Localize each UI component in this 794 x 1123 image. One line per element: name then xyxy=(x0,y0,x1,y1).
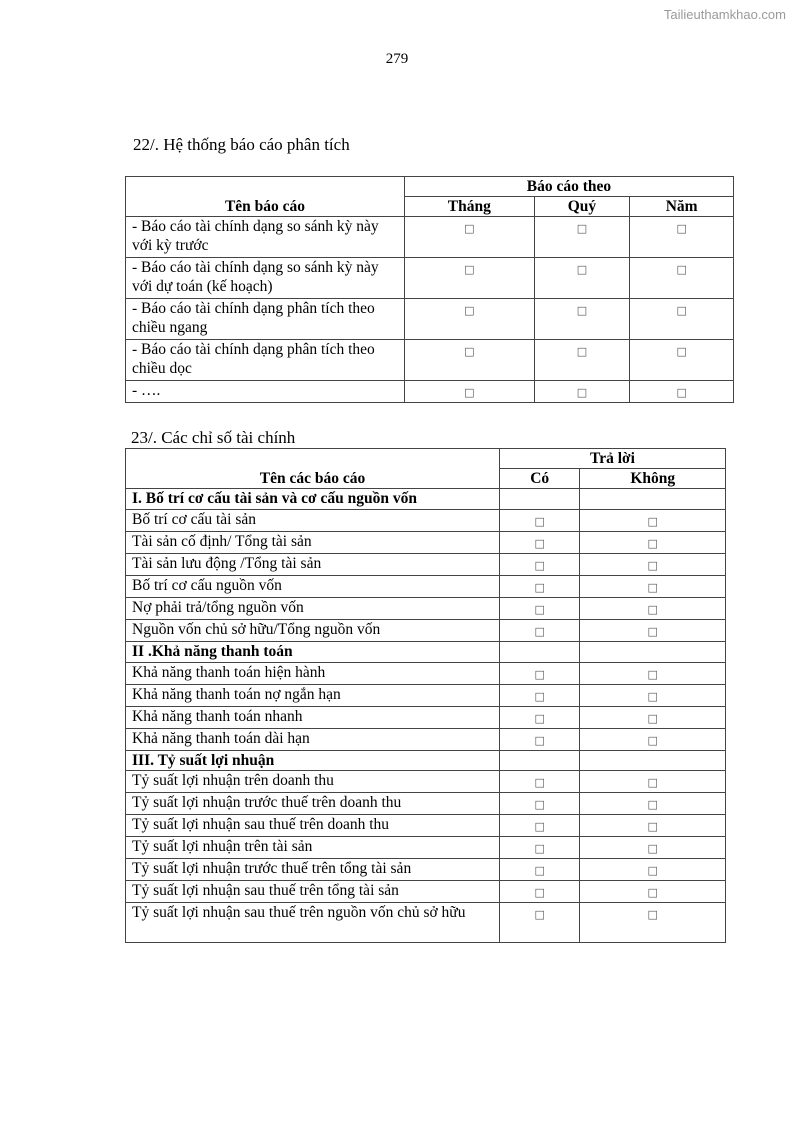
table-row xyxy=(126,837,726,859)
checkbox-yes[interactable]: □ xyxy=(500,597,580,619)
checkbox-no[interactable]: □ xyxy=(580,728,726,750)
checkbox-no[interactable]: □ xyxy=(580,793,726,815)
table-row xyxy=(126,597,726,619)
ratio-name-cell: Khả năng thanh toán nhanh xyxy=(126,706,500,728)
ratio-name-cell: Tài sản cố định/ Tổng tài sản xyxy=(126,531,500,553)
checkbox-yes[interactable]: □ xyxy=(500,881,580,903)
financial-ratios-table-body xyxy=(126,489,726,943)
report-name-cell: - Báo cáo tài chính dạng phân tích theo chiều dọc xyxy=(126,340,405,381)
checkbox-yes[interactable]: □ xyxy=(500,771,580,793)
table-row xyxy=(126,531,726,553)
table-row xyxy=(126,575,726,597)
report-period-group-header: Báo cáo theo xyxy=(405,177,734,197)
ratio-name-cell: Bố trí cơ cấu nguồn vốn xyxy=(126,575,500,597)
empty-cell xyxy=(580,750,726,771)
checkbox-no[interactable]: □ xyxy=(580,881,726,903)
checkbox-no[interactable]: □ xyxy=(580,509,726,531)
ratio-name-cell: Nợ phải trả/tổng nguồn vốn xyxy=(126,597,500,619)
group-row xyxy=(126,750,726,771)
table-row xyxy=(126,815,726,837)
ratio-name-cell: Tài sản lưu động /Tổng tài sản xyxy=(126,553,500,575)
report-system-table-body xyxy=(126,217,734,403)
checkbox-no[interactable]: □ xyxy=(580,837,726,859)
group-heading-cell: III. Tỷ suất lợi nhuận xyxy=(126,750,500,771)
ratio-name-cell: Tỷ suất lợi nhuận trước thuế trên tổng tài sản xyxy=(126,859,500,881)
ratio-name-cell: Nguồn vốn chủ sở hữu/Tổng nguồn vốn xyxy=(126,619,500,641)
checkbox-month[interactable]: □ xyxy=(405,381,535,403)
quarter-column-header: Quý xyxy=(534,197,630,217)
checkbox-no[interactable]: □ xyxy=(580,553,726,575)
checkbox-no[interactable]: □ xyxy=(580,619,726,641)
ratio-name-cell: Tỷ suất lợi nhuận trước thuế trên doanh thu xyxy=(126,793,500,815)
answer-group-header: Trả lời xyxy=(500,449,726,469)
checkbox-no[interactable]: □ xyxy=(580,684,726,706)
empty-cell xyxy=(580,489,726,510)
month-column-header: Tháng xyxy=(405,197,535,217)
ratio-name-cell: Bố trí cơ cấu tài sản xyxy=(126,509,500,531)
checkbox-yes[interactable]: □ xyxy=(500,728,580,750)
table-row xyxy=(126,771,726,793)
checkbox-year[interactable]: □ xyxy=(630,340,734,381)
checkbox-yes[interactable]: □ xyxy=(500,575,580,597)
report-name-cell: - Báo cáo tài chính dạng so sánh kỳ này với kỳ trước xyxy=(126,217,405,258)
checkbox-yes[interactable]: □ xyxy=(500,859,580,881)
report-name-header: Tên báo cáo xyxy=(126,177,405,217)
group-row xyxy=(126,641,726,662)
checkbox-month[interactable]: □ xyxy=(405,299,535,340)
checkbox-no[interactable]: □ xyxy=(580,815,726,837)
checkbox-yes[interactable]: □ xyxy=(500,903,580,943)
report-name-cell: - Báo cáo tài chính dạng phân tích theo chiều ngang xyxy=(126,299,405,340)
checkbox-yes[interactable]: □ xyxy=(500,815,580,837)
report-system-table xyxy=(125,176,734,403)
ratio-name-cell: Tỷ suất lợi nhuận sau thuế trên tổng tài sản xyxy=(126,881,500,903)
table-row xyxy=(126,619,726,641)
financial-ratios-table xyxy=(125,448,726,943)
group-heading-cell: II .Khả năng thanh toán xyxy=(126,641,500,662)
checkbox-yes[interactable]: □ xyxy=(500,837,580,859)
ratio-name-cell: Tỷ suất lợi nhuận sau thuế trên doanh thu xyxy=(126,815,500,837)
checkbox-quarter[interactable]: □ xyxy=(534,299,630,340)
checkbox-yes[interactable]: □ xyxy=(500,531,580,553)
checkbox-yes[interactable]: □ xyxy=(500,706,580,728)
checkbox-month[interactable]: □ xyxy=(405,340,535,381)
group-heading-cell: I. Bố trí cơ cấu tài sản và cơ cấu nguồn vốn xyxy=(126,489,500,510)
section-22-title: 22/. Hệ thống báo cáo phân tích xyxy=(133,135,350,154)
page-number: 279 xyxy=(385,51,409,67)
checkbox-yes[interactable]: □ xyxy=(500,553,580,575)
table-row xyxy=(126,299,734,340)
group-row xyxy=(126,489,726,510)
checkbox-year[interactable]: □ xyxy=(630,299,734,340)
checkbox-year[interactable]: □ xyxy=(630,217,734,258)
empty-cell xyxy=(500,641,580,662)
watermark: Tailieuthamkhao.com xyxy=(663,7,786,22)
checkbox-no[interactable]: □ xyxy=(580,531,726,553)
no-column-header: Không xyxy=(580,469,726,489)
checkbox-yes[interactable]: □ xyxy=(500,793,580,815)
checkbox-year[interactable]: □ xyxy=(630,258,734,299)
table-row xyxy=(126,509,726,531)
checkbox-yes[interactable]: □ xyxy=(500,684,580,706)
table-row xyxy=(126,381,734,403)
checkbox-month[interactable]: □ xyxy=(405,217,535,258)
empty-cell xyxy=(580,641,726,662)
ratio-name-cell: Tỷ suất lợi nhuận sau thuế trên nguồn vốn chủ sở hữu xyxy=(126,903,500,943)
ratio-name-cell: Khả năng thanh toán hiện hành xyxy=(126,662,500,684)
ratio-name-header: Tên các báo cáo xyxy=(126,449,500,489)
ratio-name-cell: Khả năng thanh toán nợ ngắn hạn xyxy=(126,684,500,706)
report-name-cell: - Báo cáo tài chính dạng so sánh kỳ này với dự toán (kế hoạch) xyxy=(126,258,405,299)
table-row xyxy=(126,706,726,728)
empty-cell xyxy=(500,489,580,510)
checkbox-no[interactable]: □ xyxy=(580,903,726,943)
table-row xyxy=(126,903,726,943)
checkbox-quarter[interactable]: □ xyxy=(534,340,630,381)
section-23-title: 23/. Các chỉ số tài chính xyxy=(131,428,296,447)
year-column-header: Năm xyxy=(630,197,734,217)
table-row xyxy=(126,217,734,258)
ratio-name-cell: Tỷ suất lợi nhuận trên doanh thu xyxy=(126,771,500,793)
checkbox-yes[interactable]: □ xyxy=(500,662,580,684)
checkbox-month[interactable]: □ xyxy=(405,258,535,299)
table-row xyxy=(126,793,726,815)
empty-cell xyxy=(500,750,580,771)
checkbox-no[interactable]: □ xyxy=(580,575,726,597)
report-name-cell: - …. xyxy=(126,381,405,403)
table-row xyxy=(126,881,726,903)
table-row xyxy=(126,728,726,750)
checkbox-no[interactable]: □ xyxy=(580,771,726,793)
table-row xyxy=(126,684,726,706)
checkbox-quarter[interactable]: □ xyxy=(534,381,630,403)
yes-column-header: Có xyxy=(500,469,580,489)
table-row xyxy=(126,662,726,684)
checkbox-quarter[interactable]: □ xyxy=(534,258,630,299)
checkbox-no[interactable]: □ xyxy=(580,662,726,684)
checkbox-quarter[interactable]: □ xyxy=(534,217,630,258)
checkbox-year[interactable]: □ xyxy=(630,381,734,403)
table-row xyxy=(126,553,726,575)
checkbox-no[interactable]: □ xyxy=(580,597,726,619)
ratio-name-cell: Tỷ suất lợi nhuận trên tài sản xyxy=(126,837,500,859)
checkbox-no[interactable]: □ xyxy=(580,859,726,881)
checkbox-no[interactable]: □ xyxy=(580,706,726,728)
table-row xyxy=(126,258,734,299)
table-row xyxy=(126,340,734,381)
checkbox-yes[interactable]: □ xyxy=(500,619,580,641)
ratio-name-cell: Khả năng thanh toán dài hạn xyxy=(126,728,500,750)
checkbox-yes[interactable]: □ xyxy=(500,509,580,531)
table-row xyxy=(126,859,726,881)
